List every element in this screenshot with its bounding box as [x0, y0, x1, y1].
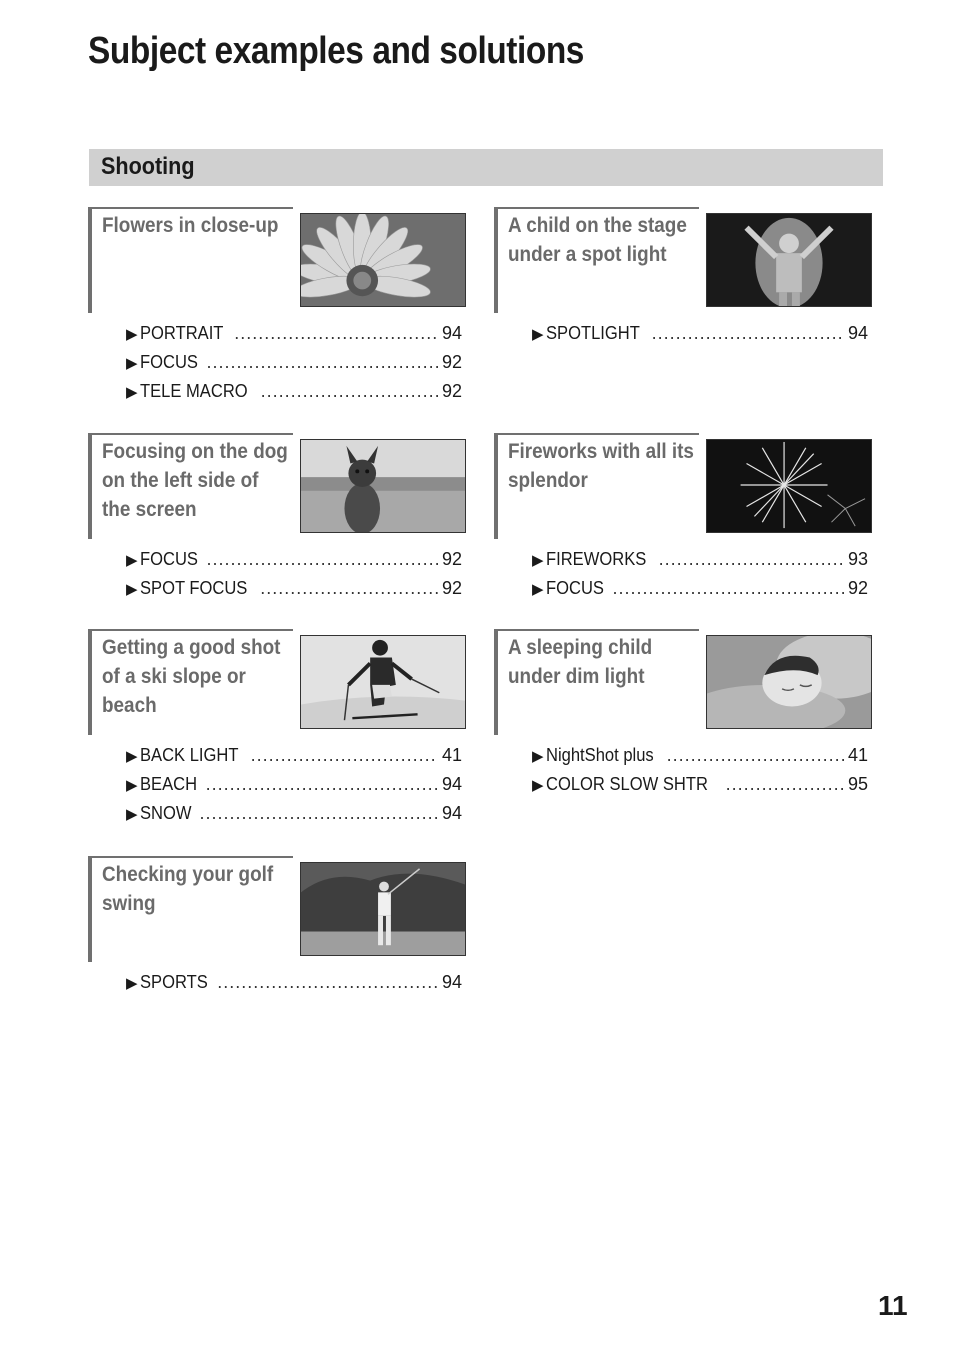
reference-list — [126, 545, 462, 603]
card-title: Getting a good shot of a ski slope or beach — [102, 636, 281, 717]
arrow-right-icon: ▶ — [126, 355, 138, 372]
ref-tele-macro[interactable]: ▶ TELE MACRO ..... 92 — [126, 377, 462, 406]
reference-list — [126, 968, 462, 997]
ref-focus[interactable]: ▶ FOCUS ..... 92 — [532, 574, 868, 603]
card-title: A sleeping child under dim light — [508, 636, 653, 688]
skier-photo — [300, 635, 466, 729]
sleeping-child-photo — [706, 635, 872, 729]
arrow-right-icon: ▶ — [532, 748, 544, 765]
card-title: Flowers in close-up — [102, 214, 279, 237]
arrow-right-icon: ▶ — [126, 748, 138, 765]
reference-list — [126, 741, 462, 828]
page-number: 11 — [878, 1290, 908, 1321]
card-title: Focusing on the dog on the left side of the screen — [102, 440, 288, 521]
ref-color-slow-shtr[interactable]: ▶ COLOR SLOW SHTR ..... 95 — [532, 770, 868, 799]
flower-photo — [300, 213, 466, 307]
arrow-right-icon: ▶ — [532, 552, 544, 569]
arrow-right-icon: ▶ — [532, 581, 544, 598]
spotlight-photo — [706, 213, 872, 307]
ref-back-light[interactable]: ▶ BACK LIGHT ..... 41 — [126, 741, 462, 770]
dog-photo — [300, 439, 466, 533]
ref-beach[interactable]: ▶ BEACH ..... 94 — [126, 770, 462, 799]
reference-list — [532, 741, 868, 799]
card-title: Checking your golf swing — [102, 863, 274, 915]
arrow-right-icon: ▶ — [126, 806, 138, 823]
arrow-right-icon: ▶ — [126, 777, 138, 794]
ref-focus[interactable]: ▶ FOCUS ..... 92 — [126, 545, 462, 574]
card-title: A child on the stage under a spot light — [508, 214, 687, 266]
section-title: Shooting — [101, 153, 195, 180]
section-header — [89, 149, 883, 186]
page-title: Subject examples and solutions — [88, 30, 584, 72]
ref-fireworks[interactable]: ▶ FIREWORKS ..... 93 — [532, 545, 868, 574]
ref-focus[interactable]: ▶ FOCUS ..... 92 — [126, 348, 462, 377]
arrow-right-icon: ▶ — [126, 552, 138, 569]
ref-sports[interactable]: ▶ SPORTS ..... 94 — [126, 968, 462, 997]
arrow-right-icon: ▶ — [126, 581, 138, 598]
reference-list — [532, 319, 868, 348]
arrow-right-icon: ▶ — [532, 777, 544, 794]
ref-portrait[interactable]: ▶ PORTRAIT ..... 94 — [126, 319, 462, 348]
reference-list — [126, 319, 462, 406]
card-title: Fireworks with all its splendor — [508, 440, 694, 492]
arrow-right-icon: ▶ — [532, 326, 544, 343]
ref-spot-focus[interactable]: ▶ SPOT FOCUS ..... 92 — [126, 574, 462, 603]
fireworks-photo — [706, 439, 872, 533]
golfer-photo — [300, 862, 466, 956]
arrow-right-icon: ▶ — [126, 326, 138, 343]
arrow-right-icon: ▶ — [126, 975, 138, 992]
ref-snow[interactable]: ▶ SNOW ..... 94 — [126, 799, 462, 828]
ref-spotlight[interactable]: ▶ SPOTLIGHT ..... 94 — [532, 319, 868, 348]
reference-list — [532, 545, 868, 603]
ref-nightshot-plus[interactable]: ▶ NightShot plus ..... 41 — [532, 741, 868, 770]
arrow-right-icon: ▶ — [126, 384, 138, 401]
